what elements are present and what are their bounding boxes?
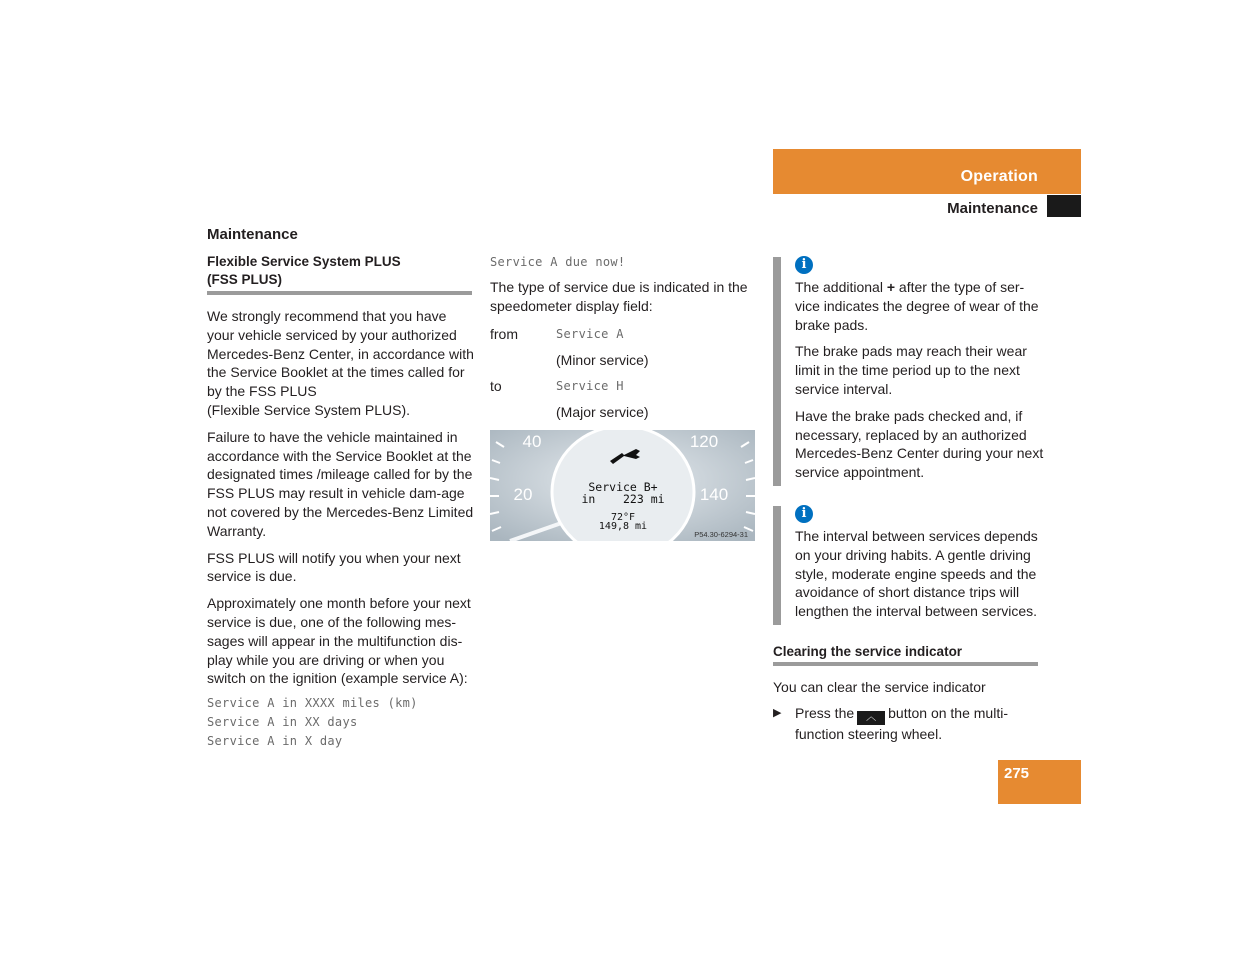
middle-body (490, 253, 758, 426)
speedometer-graphic (490, 430, 755, 541)
paragraph: The interval between services depends on your driving habits. A gentle driving style, moderate engine speeds and the avoidance of short distance trips will lengthen the interval between services. (795, 528, 1038, 620)
info-icon: i (795, 505, 813, 523)
text: Press the (795, 705, 855, 721)
paragraph: Approximately one month before your next service is due, one of the following mes-sages will appear in the multifunction dis-play while you are driving or when you switch on the ignition (example service A): (207, 595, 471, 687)
display-line: Service B+ (588, 480, 658, 494)
page-number: 275 (1004, 765, 1030, 782)
message-list (207, 694, 475, 751)
table-row (490, 348, 649, 374)
subheading (207, 253, 401, 289)
message-item: Service A in XX days (207, 715, 358, 730)
paragraph (795, 278, 1045, 334)
clear-heading: Clearing the service indicator (773, 644, 963, 659)
page-heading: Maintenance (207, 226, 298, 243)
figure-reference: P54.30-6294-31 (694, 530, 748, 539)
clear-intro: You can clear the service indicator (773, 679, 986, 695)
service-range-table (490, 322, 649, 426)
clear-step (773, 704, 1041, 744)
info-box-1 (795, 278, 1045, 482)
to-description: (Major service) (556, 404, 649, 421)
info-bar (773, 257, 781, 486)
text: The additional (795, 279, 887, 295)
info-box-2 (795, 527, 1045, 621)
text: button on the multi-function steering wheel. (795, 705, 1008, 742)
paragraph: Have the brake pads checked and, if necessary, replaced by an authorized Mercedes-Benz Center during your next service appointment. (795, 407, 1044, 481)
plus-symbol: + (886, 279, 896, 295)
tick-label: 20 (513, 485, 533, 504)
info-icon: i (795, 256, 813, 274)
message-due: Service A due now! (490, 255, 626, 269)
paragraph: We strongly recommend that you have your vehicle serviced by your authorized Mercedes-Benz Center, in accordance with the Service Booklet at the times called for by the FSS PLUS (207, 308, 474, 400)
tick-label: 120 (689, 432, 719, 451)
page-number-box (998, 760, 1081, 804)
message-item: Service A in XXXX miles (km) (207, 696, 418, 711)
from-description: (Minor service) (556, 352, 649, 369)
section-marker (1047, 195, 1081, 217)
display-line: 149,8 mi (598, 521, 648, 532)
display-line: 72°F (610, 512, 636, 523)
text: after the type of ser-vice indicates the degree of wear of the brake pads. (795, 279, 1039, 333)
info-bar (773, 506, 781, 625)
subheading-rule (207, 291, 472, 295)
display-line: in 223 mi (581, 492, 665, 506)
table-row (490, 400, 649, 426)
section-title: Maintenance (947, 200, 1038, 217)
from-value: Service A (556, 327, 624, 342)
chapter-title: Operation (960, 168, 1038, 185)
paragraph: The brake pads may reach their wear limit in the time period up to the next service interval. (795, 343, 1027, 397)
clear-heading-rule (773, 662, 1038, 666)
bullet-arrow-icon: ▶ (773, 707, 782, 719)
paragraph: Failure to have the vehicle maintained in accordance with the Service Booklet at the designated times /mileage called for by the FSS PLUS may result in vehicle dam-age not covered by the Mercedes-Benz Limited Warranty. (207, 428, 474, 539)
scroll-up-button-icon: ︿ (857, 711, 885, 725)
subheading-line-2: (FSS PLUS) (207, 272, 283, 287)
subheading-line-1: Flexible Service System PLUS (207, 254, 401, 269)
tick-label: 40 (522, 432, 542, 451)
left-body (207, 307, 475, 751)
from-label: from (490, 326, 518, 343)
paragraph: (Flexible Service System PLUS). (207, 401, 411, 418)
tick-label: 140 (699, 485, 729, 504)
to-label: to (490, 378, 502, 395)
chapter-header-bar (773, 149, 1081, 194)
table-row (490, 322, 649, 348)
message-item: Service A in X day (207, 734, 343, 749)
paragraph: The type of service due is indicated in the speedometer display field: (490, 279, 748, 314)
speedometer-figure (490, 430, 755, 541)
paragraph: FSS PLUS will notify you when your next service is due. (207, 549, 461, 585)
to-value: Service H (556, 379, 624, 394)
step-text (795, 704, 1041, 744)
table-row (490, 374, 649, 400)
